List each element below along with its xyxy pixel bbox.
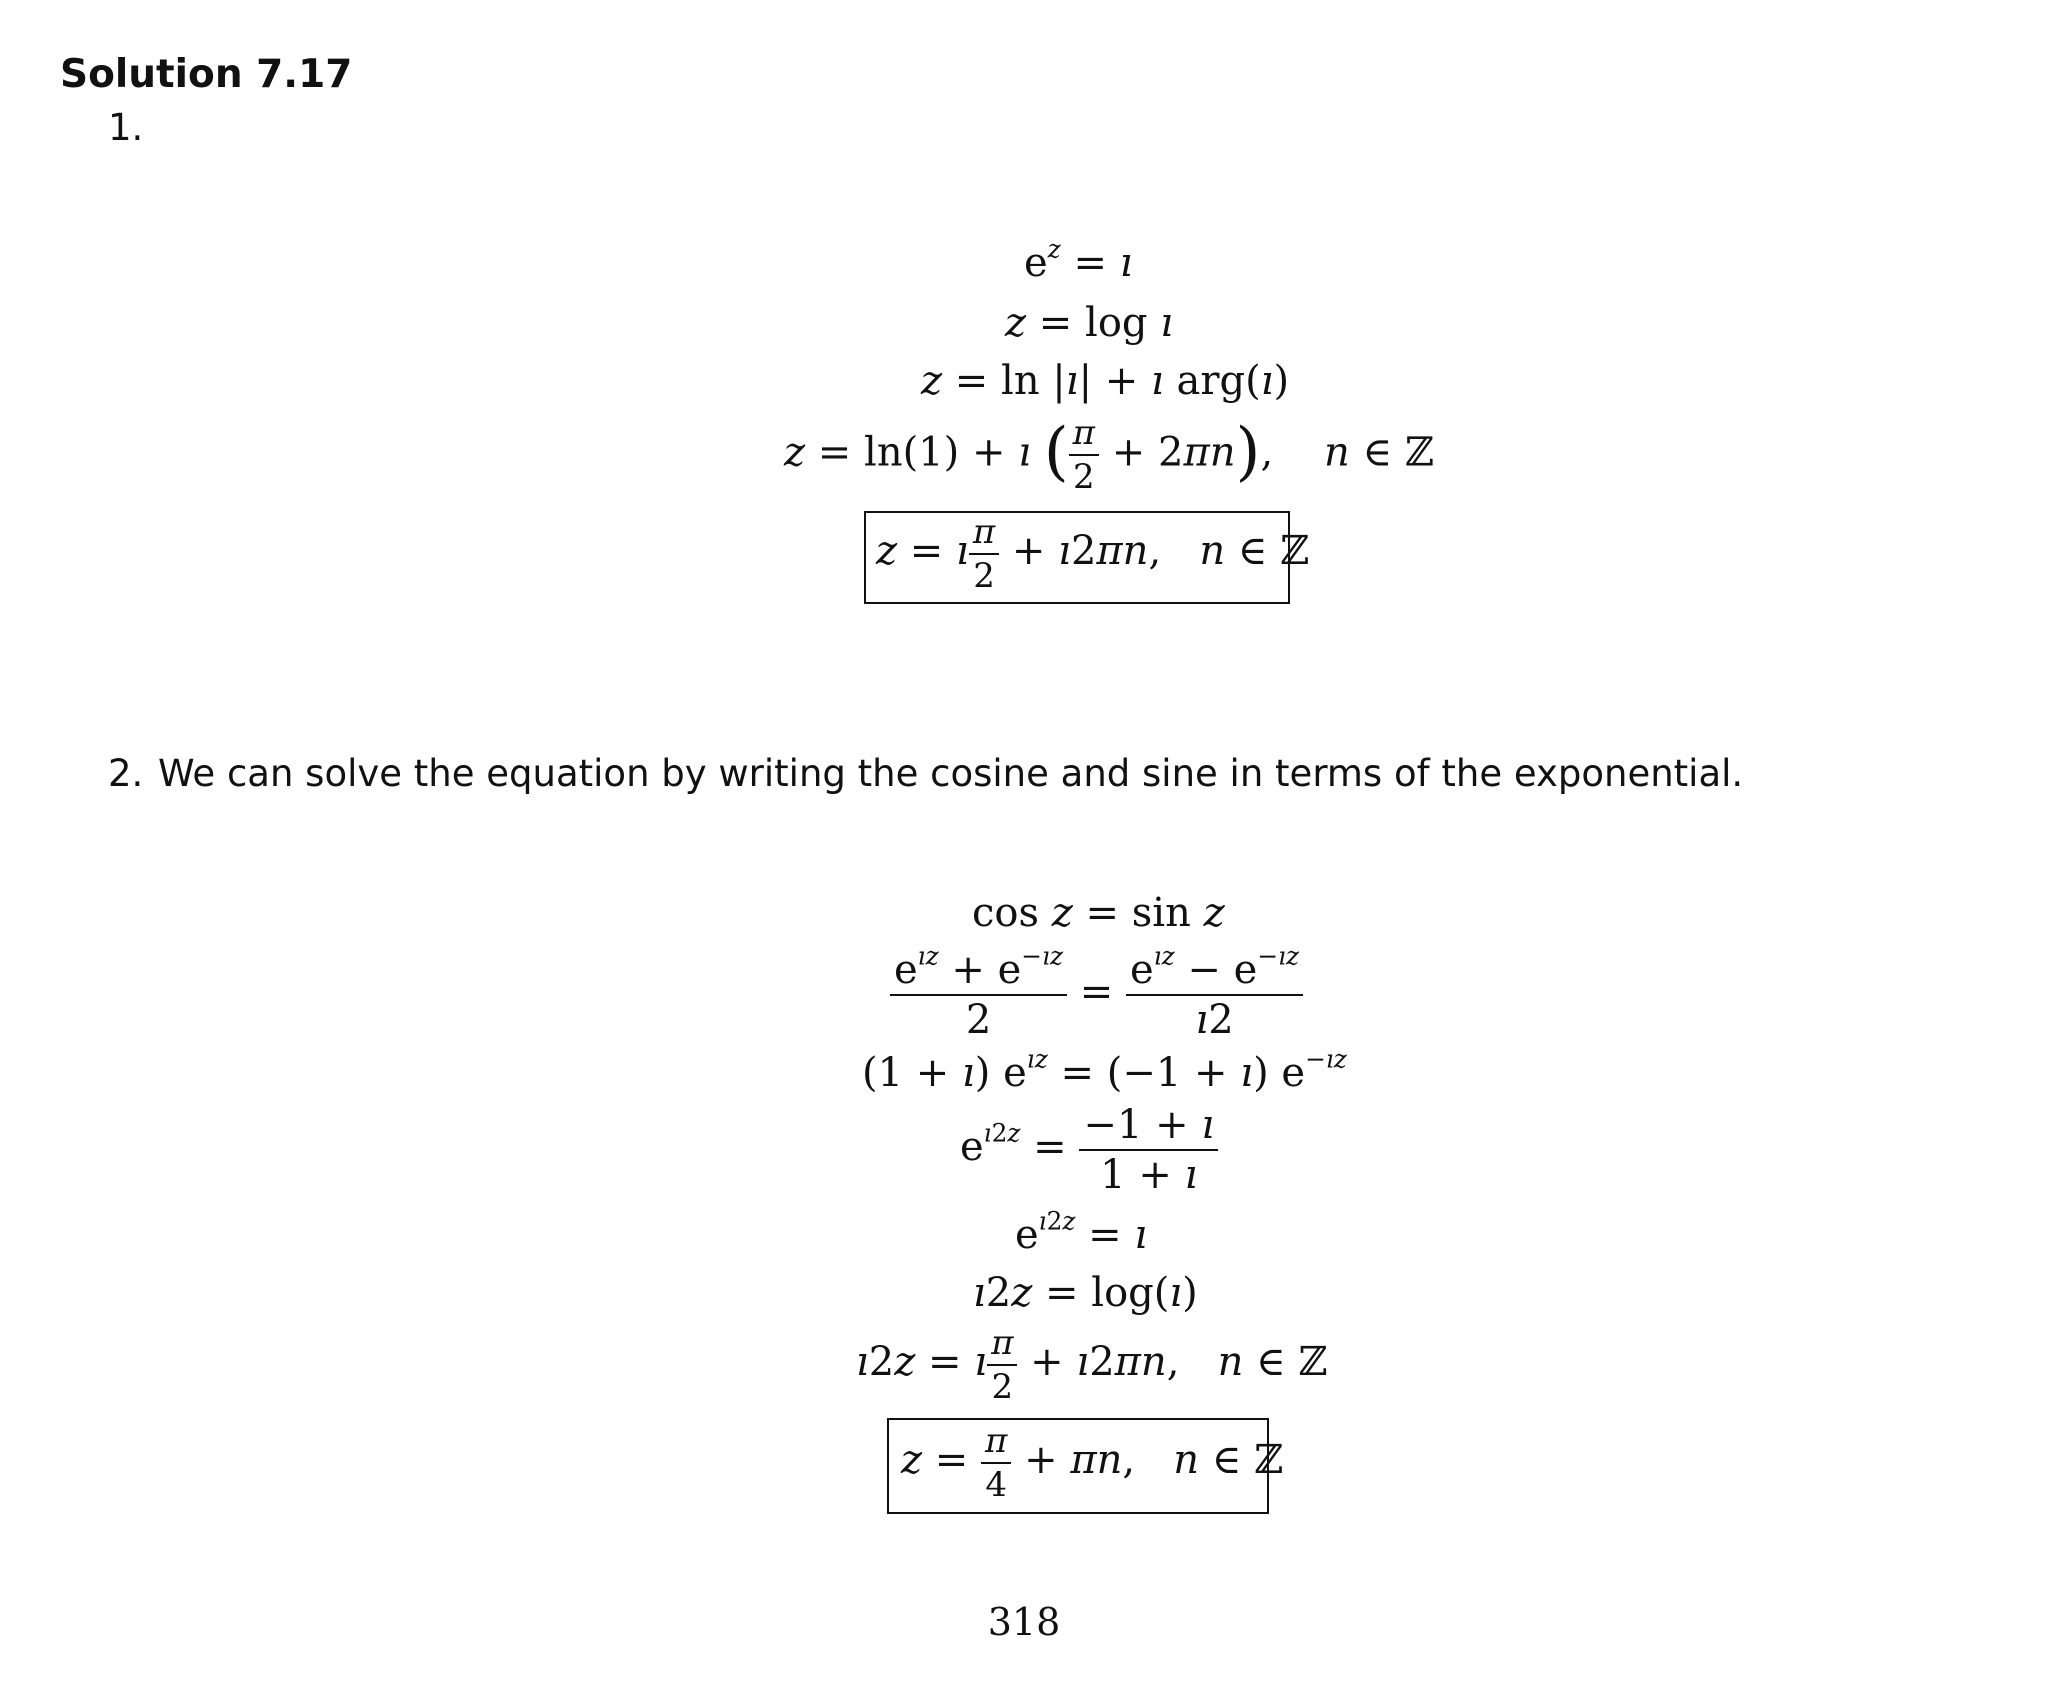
eq1-line2: z = log ı [1005,300,1174,346]
eq2-line2: $\frac{e^{ız} + e^{-ız}}{2}$ = $\frac{e^{ız} - e^{-ız}}{ı2}$ [890,950,1303,1040]
eq1-line3: z = ln |ı| + ı arg(ı) [921,358,1290,404]
eq1-boxed-answer: z = ı $\frac{\pi}{2}$ + ı2πn, n ∈ ℤ [864,511,1290,604]
solution-title: Solution 7.17 [60,52,353,97]
eq2-line6: ı2z = log(ı) [973,1270,1198,1316]
eq2-line3: (1 + ı) $e^{ız} = (-1$ + ı) $e^{-ız}$ [862,1044,1347,1096]
part1-number: 1. [108,106,144,149]
eq2-line7: ı2z = ı $\frac{\pi}{2}$ + ı2πn, n ∈ ℤ [856,1323,1328,1407]
page-number: 318 [987,1600,1061,1644]
eq2-line1: cos z = sin z [972,890,1225,936]
part2-intro-text: We can solve the equation by writing the cosine and sine in terms of the exponential. [158,752,1744,795]
eq1-line4: z = ln(1) + ı ( $\frac{\pi}{2}$ + 2πn), n ∈ ℤ [784,413,1435,498]
eq1-line1: $e^z$ = ı [1024,234,1133,286]
eq2-boxed-answer: z = $\frac{\pi}{4}$ + πn, n ∈ ℤ [887,1418,1269,1514]
part2-number: 2. [108,752,144,795]
eq2-line5: $e^{ı2z}$ = ı [1015,1206,1148,1258]
eq2-line4: $e^{ı2z}$ = $\frac{-1 + ı}{1 + ı}$ [960,1105,1218,1195]
